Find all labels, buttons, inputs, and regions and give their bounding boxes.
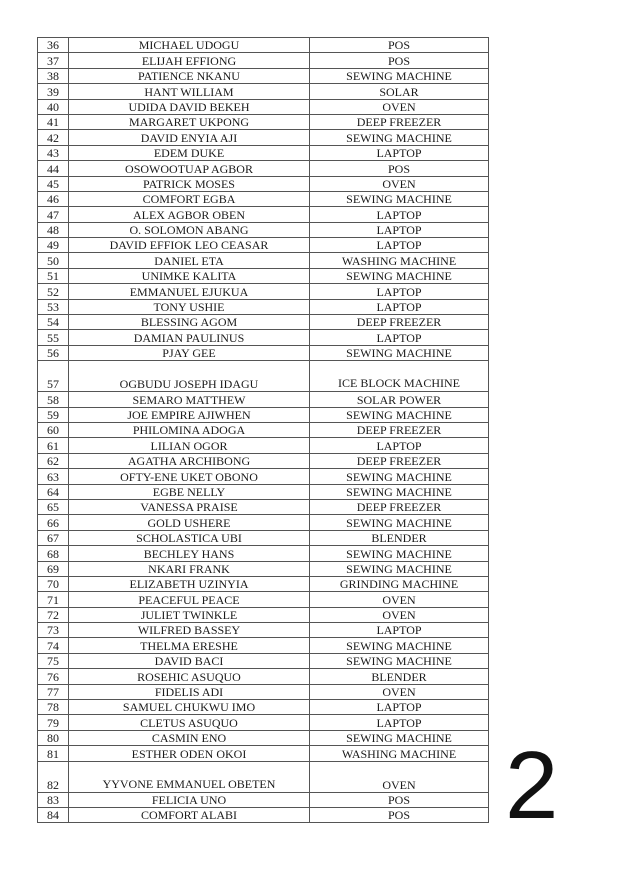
name-cell: ROSEHIC ASUQUO	[69, 669, 310, 684]
name-cell: MARGARET UKPONG	[69, 114, 310, 129]
table-row	[38, 238, 489, 253]
item-cell: LAPTOP	[310, 299, 489, 314]
name-cell: PHILOMINA ADOGA	[69, 422, 310, 437]
item-cell: SEWING MACHINE	[310, 653, 489, 668]
name-cell: ELIZABETH UZINYIA	[69, 576, 310, 591]
table-row	[38, 530, 489, 545]
table-row	[38, 361, 489, 392]
item-cell: LAPTOP	[310, 145, 489, 160]
table-row	[38, 515, 489, 530]
name-cell: ELIJAH EFFIONG	[69, 53, 310, 68]
table-row	[38, 176, 489, 191]
name-cell: PEACEFUL PEACE	[69, 592, 310, 607]
item-cell: OVEN	[310, 99, 489, 114]
row-number-cell: 38	[38, 68, 69, 83]
table-row	[38, 161, 489, 176]
item-cell: POS	[310, 161, 489, 176]
table-row	[38, 438, 489, 453]
row-number-cell: 53	[38, 299, 69, 314]
item-cell: LAPTOP	[310, 207, 489, 222]
table-row	[38, 407, 489, 422]
table-row	[38, 469, 489, 484]
item-cell: DEEP FREEZER	[310, 114, 489, 129]
item-cell: SEWING MACHINE	[310, 469, 489, 484]
table-row	[38, 191, 489, 206]
row-number-cell: 58	[38, 392, 69, 407]
table-row	[38, 392, 489, 407]
table-row	[38, 114, 489, 129]
table-row	[38, 84, 489, 99]
table-row	[38, 484, 489, 499]
table-row	[38, 330, 489, 345]
table-row	[38, 653, 489, 668]
name-cell: VANESSA PRAISE	[69, 499, 310, 514]
item-cell: ICE BLOCK MACHINE	[310, 361, 489, 392]
row-number-cell: 78	[38, 700, 69, 715]
item-cell: LAPTOP	[310, 284, 489, 299]
row-number-cell: 44	[38, 161, 69, 176]
name-cell: FELICIA UNO	[69, 792, 310, 807]
table-row	[38, 792, 489, 807]
row-number-cell: 67	[38, 530, 69, 545]
table-row	[38, 453, 489, 468]
table-row	[38, 746, 489, 761]
row-number-cell: 84	[38, 807, 69, 822]
name-cell: JULIET TWINKLE	[69, 607, 310, 622]
name-cell: ALEX AGBOR OBEN	[69, 207, 310, 222]
table-row	[38, 315, 489, 330]
table-row	[38, 576, 489, 591]
row-number-cell: 36	[38, 38, 69, 53]
row-number-cell: 39	[38, 84, 69, 99]
table-row	[38, 715, 489, 730]
beneficiary-table-body	[38, 38, 489, 823]
row-number-cell: 71	[38, 592, 69, 607]
item-cell: SEWING MACHINE	[310, 68, 489, 83]
item-cell: SEWING MACHINE	[310, 191, 489, 206]
item-cell: SEWING MACHINE	[310, 638, 489, 653]
item-cell: BLENDER	[310, 530, 489, 545]
name-cell: PJAY GEE	[69, 345, 310, 360]
row-number-cell: 61	[38, 438, 69, 453]
name-cell: SCHOLASTICA UBI	[69, 530, 310, 545]
row-number-cell: 46	[38, 191, 69, 206]
name-cell: CASMIN ENO	[69, 730, 310, 745]
item-cell: LAPTOP	[310, 700, 489, 715]
name-cell: O. SOLOMON ABANG	[69, 222, 310, 237]
item-cell: SEWING MACHINE	[310, 515, 489, 530]
table-row	[38, 592, 489, 607]
name-cell: OFTY-ENE UKET OBONO	[69, 469, 310, 484]
name-cell: EDEM DUKE	[69, 145, 310, 160]
item-cell: DEEP FREEZER	[310, 315, 489, 330]
table-row	[38, 499, 489, 514]
row-number-cell: 68	[38, 546, 69, 561]
row-number-cell: 49	[38, 238, 69, 253]
page-number: 2	[505, 732, 559, 839]
item-cell: POS	[310, 53, 489, 68]
table-row	[38, 345, 489, 360]
name-cell: LILIAN OGOR	[69, 438, 310, 453]
row-number-cell: 48	[38, 222, 69, 237]
item-cell: OVEN	[310, 684, 489, 699]
table-row	[38, 207, 489, 222]
item-cell: DEEP FREEZER	[310, 453, 489, 468]
item-cell: OVEN	[310, 592, 489, 607]
row-number-cell: 70	[38, 576, 69, 591]
table-row	[38, 53, 489, 68]
table-row	[38, 546, 489, 561]
row-number-cell: 54	[38, 315, 69, 330]
beneficiary-table	[37, 37, 489, 823]
table-row	[38, 422, 489, 437]
row-number-cell: 75	[38, 653, 69, 668]
name-cell: OGBUDU JOSEPH IDAGU	[69, 361, 310, 392]
name-cell: PATIENCE NKANU	[69, 68, 310, 83]
item-cell: SEWING MACHINE	[310, 345, 489, 360]
table-row	[38, 268, 489, 283]
item-cell: DEEP FREEZER	[310, 499, 489, 514]
name-cell: SEMARO MATTHEW	[69, 392, 310, 407]
row-number-cell: 37	[38, 53, 69, 68]
row-number-cell: 74	[38, 638, 69, 653]
table-row	[38, 68, 489, 83]
name-cell: DANIEL ETA	[69, 253, 310, 268]
table-row	[38, 730, 489, 745]
item-cell: SEWING MACHINE	[310, 130, 489, 145]
name-cell: FIDELIS ADI	[69, 684, 310, 699]
name-cell: CLETUS ASUQUO	[69, 715, 310, 730]
name-cell: EMMANUEL EJUKUA	[69, 284, 310, 299]
table-row	[38, 299, 489, 314]
item-cell: WASHING MACHINE	[310, 253, 489, 268]
row-number-cell: 63	[38, 469, 69, 484]
table-row	[38, 607, 489, 622]
row-number-cell: 82	[38, 761, 69, 792]
item-cell: OVEN	[310, 176, 489, 191]
name-cell: GOLD USHERE	[69, 515, 310, 530]
name-cell: HANT WILLIAM	[69, 84, 310, 99]
item-cell: LAPTOP	[310, 330, 489, 345]
item-cell: POS	[310, 807, 489, 822]
name-cell: NKARI FRANK	[69, 561, 310, 576]
name-cell: DAMIAN PAULINUS	[69, 330, 310, 345]
name-cell: UDIDA DAVID BEKEH	[69, 99, 310, 114]
item-cell: POS	[310, 792, 489, 807]
name-cell: AGATHA ARCHIBONG	[69, 453, 310, 468]
name-cell: MICHAEL UDOGU	[69, 38, 310, 53]
row-number-cell: 41	[38, 114, 69, 129]
item-cell: LAPTOP	[310, 222, 489, 237]
item-cell: DEEP FREEZER	[310, 422, 489, 437]
row-number-cell: 55	[38, 330, 69, 345]
item-cell: OVEN	[310, 761, 489, 792]
table-row	[38, 700, 489, 715]
row-number-cell: 40	[38, 99, 69, 114]
row-number-cell: 66	[38, 515, 69, 530]
name-cell: JOE EMPIRE AJIWHEN	[69, 407, 310, 422]
name-cell: THELMA ERESHE	[69, 638, 310, 653]
item-cell: SEWING MACHINE	[310, 407, 489, 422]
row-number-cell: 62	[38, 453, 69, 468]
table-row	[38, 684, 489, 699]
item-cell: SEWING MACHINE	[310, 268, 489, 283]
item-cell: BLENDER	[310, 669, 489, 684]
name-cell: COMFORT EGBA	[69, 191, 310, 206]
row-number-cell: 76	[38, 669, 69, 684]
row-number-cell: 60	[38, 422, 69, 437]
name-cell: OSOWOOTUAP AGBOR	[69, 161, 310, 176]
row-number-cell: 72	[38, 607, 69, 622]
table-row	[38, 130, 489, 145]
name-cell: ESTHER ODEN OKOI	[69, 746, 310, 761]
table-row	[38, 638, 489, 653]
name-cell: COMFORT ALABI	[69, 807, 310, 822]
item-cell: GRINDING MACHINE	[310, 576, 489, 591]
name-cell: TONY USHIE	[69, 299, 310, 314]
name-cell: BECHLEY HANS	[69, 546, 310, 561]
row-number-cell: 69	[38, 561, 69, 576]
row-number-cell: 79	[38, 715, 69, 730]
item-cell: SOLAR	[310, 84, 489, 99]
row-number-cell: 42	[38, 130, 69, 145]
name-cell: SAMUEL CHUKWU IMO	[69, 700, 310, 715]
table-row	[38, 623, 489, 638]
item-cell: OVEN	[310, 607, 489, 622]
item-cell: LAPTOP	[310, 238, 489, 253]
row-number-cell: 56	[38, 345, 69, 360]
item-cell: LAPTOP	[310, 438, 489, 453]
row-number-cell: 73	[38, 623, 69, 638]
item-cell: LAPTOP	[310, 623, 489, 638]
item-cell: SOLAR POWER	[310, 392, 489, 407]
name-cell: BLESSING AGOM	[69, 315, 310, 330]
row-number-cell: 57	[38, 361, 69, 392]
table-row	[38, 561, 489, 576]
item-cell: POS	[310, 38, 489, 53]
name-cell: PATRICK MOSES	[69, 176, 310, 191]
row-number-cell: 50	[38, 253, 69, 268]
table-row	[38, 761, 489, 792]
row-number-cell: 80	[38, 730, 69, 745]
name-cell: UNIMKE KALITA	[69, 268, 310, 283]
table-row	[38, 99, 489, 114]
name-cell: EGBE NELLY	[69, 484, 310, 499]
name-cell: DAVID BACI	[69, 653, 310, 668]
row-number-cell: 45	[38, 176, 69, 191]
item-cell: SEWING MACHINE	[310, 546, 489, 561]
table-row	[38, 253, 489, 268]
row-number-cell: 81	[38, 746, 69, 761]
row-number-cell: 64	[38, 484, 69, 499]
row-number-cell: 77	[38, 684, 69, 699]
name-cell: YYVONE EMMANUEL OBETEN	[69, 761, 310, 792]
row-number-cell: 43	[38, 145, 69, 160]
table-row	[38, 669, 489, 684]
row-number-cell: 83	[38, 792, 69, 807]
table-row	[38, 38, 489, 53]
name-cell: WILFRED BASSEY	[69, 623, 310, 638]
name-cell: DAVID ENYIA AJI	[69, 130, 310, 145]
row-number-cell: 51	[38, 268, 69, 283]
row-number-cell: 47	[38, 207, 69, 222]
item-cell: WASHING MACHINE	[310, 746, 489, 761]
row-number-cell: 59	[38, 407, 69, 422]
table-row	[38, 807, 489, 822]
row-number-cell: 65	[38, 499, 69, 514]
table-row	[38, 145, 489, 160]
item-cell: SEWING MACHINE	[310, 730, 489, 745]
item-cell: SEWING MACHINE	[310, 561, 489, 576]
table-row	[38, 222, 489, 237]
table-row	[38, 284, 489, 299]
name-cell: DAVID EFFIOK LEO CEASAR	[69, 238, 310, 253]
item-cell: SEWING MACHINE	[310, 484, 489, 499]
row-number-cell: 52	[38, 284, 69, 299]
item-cell: LAPTOP	[310, 715, 489, 730]
